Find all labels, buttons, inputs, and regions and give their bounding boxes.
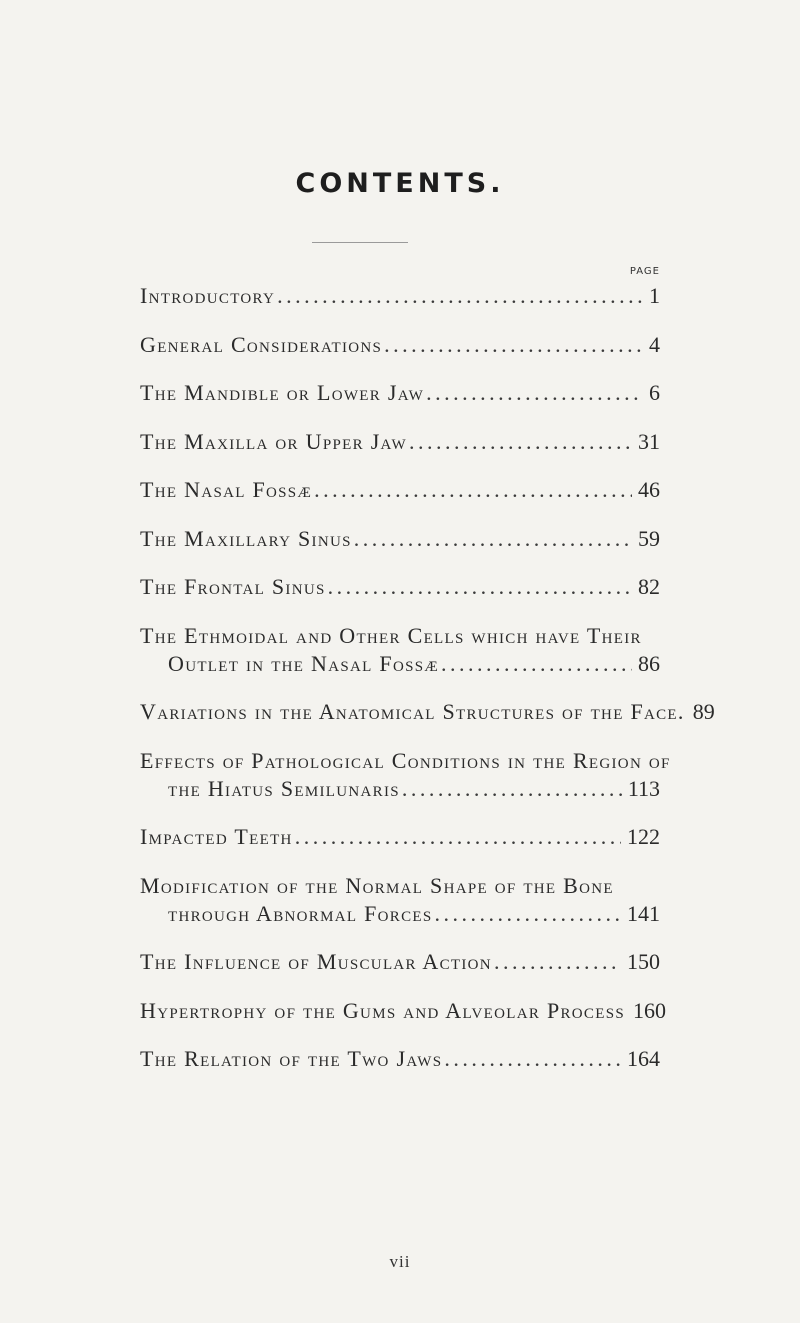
toc-entry — [140, 525, 660, 553]
toc-entry-title: General Considerations — [140, 331, 383, 357]
toc-entry-title: The Maxilla or Upper Jaw — [140, 428, 407, 454]
page-title: CONTENTS. — [295, 168, 505, 199]
toc-entry-page-number: 89 — [692, 699, 715, 724]
title-rule — [312, 242, 408, 243]
dot-leader — [435, 900, 622, 928]
toc-entry-title-continuation: the Hiatus Semilunaris — [168, 775, 400, 801]
toc-entry — [140, 622, 660, 678]
toc-entry-title: Modification of the Normal Shape of the Bone — [140, 872, 614, 898]
toc-entry — [140, 573, 660, 601]
toc-entry-page-number: 150 — [627, 949, 660, 974]
toc-entry-title: The Frontal Sinus — [140, 574, 326, 599]
dot-leader — [426, 379, 643, 407]
dot-leader — [441, 650, 632, 678]
toc-entry — [140, 282, 660, 310]
toc-entry-page-number: 141 — [627, 900, 660, 926]
toc-entry-title: Introductory — [140, 283, 276, 308]
dot-leader — [444, 1045, 621, 1073]
dot-leader — [384, 331, 643, 359]
toc-entry-page-number: 86 — [638, 650, 660, 676]
page-column-label: PAGE — [629, 266, 660, 277]
toc-entry-title: Variations in the Anatomical Structures of the Face. — [140, 699, 685, 724]
dot-leader — [354, 525, 632, 553]
toc-entry — [140, 379, 660, 407]
page-folio: vii — [389, 1252, 411, 1271]
toc-entry — [140, 1045, 660, 1073]
toc-entry-page-number: 164 — [627, 1046, 660, 1071]
toc-entry — [140, 331, 660, 359]
dot-leader — [402, 775, 622, 803]
toc-entry-page-number: 31 — [638, 428, 660, 454]
table-of-contents — [140, 282, 715, 1094]
toc-entry — [140, 698, 715, 726]
toc-entry-page-number: 46 — [638, 477, 660, 502]
toc-entry-page-number: 160 — [632, 997, 666, 1023]
toc-entry-title-continuation: through Abnormal Forces — [168, 900, 433, 926]
toc-entry — [140, 428, 660, 456]
toc-entry-title: The Ethmoidal and Other Cells which have Their — [140, 622, 642, 648]
toc-entry — [140, 948, 660, 976]
toc-entry-page-number: 82 — [638, 574, 660, 599]
toc-entry-page-number: 6 — [649, 380, 660, 405]
toc-entry-page-number: 1 — [649, 283, 660, 308]
toc-entry-title: Hypertrophy of the Gums and Alveolar Process — [140, 997, 625, 1023]
dot-leader — [494, 948, 621, 976]
dot-leader — [277, 282, 643, 310]
toc-entry-title-continuation: Outlet in the Nasal Fossæ — [168, 650, 440, 676]
dot-leader — [314, 476, 632, 504]
toc-entry — [140, 747, 671, 803]
toc-entry-title: Impacted Teeth — [140, 824, 293, 849]
dot-leader — [295, 823, 621, 851]
toc-entry-page-number: 122 — [627, 824, 660, 849]
toc-entry — [140, 823, 660, 851]
toc-entry — [140, 476, 660, 504]
toc-entry-title: The Nasal Fossæ — [140, 477, 313, 502]
dot-leader — [328, 573, 632, 601]
toc-entry — [140, 872, 660, 928]
toc-entry-title: The Mandible or Lower Jaw — [140, 380, 425, 405]
toc-entry-page-number: 4 — [649, 331, 660, 357]
dot-leader — [409, 428, 632, 456]
toc-entry-title: The Maxillary Sinus — [140, 525, 352, 551]
toc-entry-title: The Influence of Muscular Action — [140, 949, 492, 974]
toc-entry-page-number: 59 — [638, 525, 660, 551]
toc-entry — [140, 997, 666, 1025]
toc-entry-title: The Relation of the Two Jaws — [140, 1046, 443, 1071]
toc-entry-title: Effects of Pathological Conditions in the Region of — [140, 747, 671, 773]
toc-entry-page-number: 113 — [627, 775, 660, 801]
